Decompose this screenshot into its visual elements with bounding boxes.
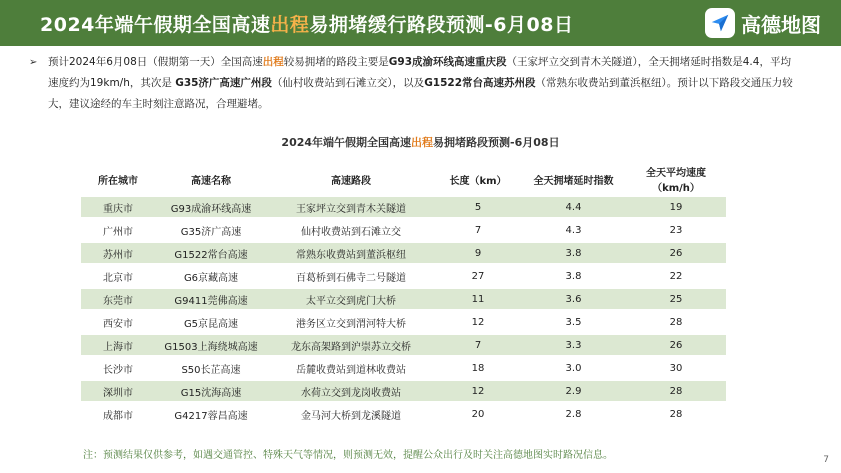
delay-index-cell: 4.3 — [521, 220, 626, 240]
segment-cell: 百葛桥到石佛寺二号隧道 — [267, 266, 435, 286]
amap-logo — [705, 6, 821, 40]
table-row — [81, 381, 726, 401]
intro-road-3: G1522常台高速苏州段 — [424, 77, 536, 89]
intro-text: （仙村收费站到石滩立交），以及 — [271, 77, 425, 89]
avg-speed-cell: 28 — [626, 404, 726, 424]
city-cell: 苏州市 — [81, 243, 155, 263]
delay-index-cell: 3.8 — [521, 243, 626, 263]
segment-cell: 龙东高架路到沪崇苏立交桥 — [267, 335, 435, 355]
table-row — [81, 197, 726, 217]
delay-index-cell: 3.3 — [521, 335, 626, 355]
avg-speed-cell: 22 — [626, 266, 726, 286]
segment-cell: 王家坪立交到青木关隧道 — [267, 197, 435, 217]
column-header: 高速路段 — [331, 175, 371, 187]
segment-cell: 金马河大桥到龙溪隧道 — [267, 404, 435, 424]
avg-speed-cell: 28 — [626, 381, 726, 401]
city-cell: 深圳市 — [81, 381, 155, 401]
city-cell: 北京市 — [81, 266, 155, 286]
avg-speed-cell: 25 — [626, 289, 726, 309]
delay-index-cell: 3.5 — [521, 312, 626, 332]
intro-road-1: G93成渝环线高速重庆段 — [388, 56, 507, 68]
column-header: 高速名称 — [191, 175, 231, 187]
length-cell: 12 — [435, 312, 521, 332]
delay-index-cell: 4.4 — [521, 197, 626, 217]
table-title-highlight: 出程 — [411, 136, 434, 149]
highway-cell: G4217蓉昌高速 — [155, 404, 267, 424]
highway-cell: S50长芷高速 — [155, 358, 267, 378]
segment-cell: 仙村收费站到石滩立交 — [267, 220, 435, 240]
table-title — [0, 134, 841, 150]
length-cell: 7 — [435, 220, 521, 240]
page-number: 7 — [823, 455, 829, 465]
length-cell: 11 — [435, 289, 521, 309]
column-header: 所在城市 — [98, 175, 138, 187]
highway-cell: G1522常台高速 — [155, 243, 267, 263]
city-cell: 成都市 — [81, 404, 155, 424]
table-row — [81, 266, 726, 286]
column-header: 全天平均速度（km/h） — [646, 168, 706, 194]
table-title-text-end: 易拥堵路段预测-6月08日 — [433, 136, 560, 149]
intro-text: 预计2024年6月08日（假期第一天）全国高速 — [48, 56, 263, 68]
title-highlight: 出程 — [270, 13, 310, 36]
title-text: 2024年端午假期全国高速 — [40, 13, 271, 36]
table-row — [81, 312, 726, 332]
footnote: 注：预测结果仅供参考，如遇交通管控、特殊天气等情况，则预测无效，提醒公众出行及时关注高德地图实时路况信息。 — [83, 450, 613, 461]
highway-cell: G35济广高速 — [155, 220, 267, 240]
length-cell: 9 — [435, 243, 521, 263]
highway-cell: G5京昆高速 — [155, 312, 267, 332]
intro-text: 较易拥堵的路段主要是 — [283, 56, 389, 68]
avg-speed-cell: 19 — [626, 197, 726, 217]
avg-speed-cell: 26 — [626, 243, 726, 263]
avg-speed-cell: 26 — [626, 335, 726, 355]
arrow-right-icon: ➢ — [29, 57, 38, 68]
delay-index-cell: 2.8 — [521, 404, 626, 424]
delay-index-cell: 3.0 — [521, 358, 626, 378]
avg-speed-cell: 28 — [626, 312, 726, 332]
table-row — [81, 404, 726, 424]
city-cell: 西安市 — [81, 312, 155, 332]
highway-cell: G9411莞佛高速 — [155, 289, 267, 309]
city-cell: 长沙市 — [81, 358, 155, 378]
length-cell: 7 — [435, 335, 521, 355]
intro-paragraph — [29, 52, 798, 115]
highway-cell: G93成渝环线高速 — [155, 197, 267, 217]
table-title-text: 2024年端午假期全国高速 — [281, 136, 412, 149]
city-cell: 上海市 — [81, 335, 155, 355]
city-cell: 广州市 — [81, 220, 155, 240]
congestion-table — [81, 161, 726, 427]
table-header-row — [81, 164, 726, 194]
length-cell: 12 — [435, 381, 521, 401]
table-row — [81, 220, 726, 240]
city-cell: 重庆市 — [81, 197, 155, 217]
table-row — [81, 243, 726, 263]
column-header: 全天拥堵延时指数 — [533, 175, 614, 187]
delay-index-cell: 3.8 — [521, 266, 626, 286]
intro-text: （常熟东收费站到董浜枢纽）。预计以下路段交通压力较大，建议途经的车主时刻注意路况，合理避堵。 — [48, 77, 793, 110]
segment-cell: 常熟东收费站到董浜枢纽 — [267, 243, 435, 263]
city-cell: 东莞市 — [81, 289, 155, 309]
intro-text: （王家坪立交到青木关隧道），全天拥堵延时指数是4.4，平均速度约为19km/h，其次是 — [48, 56, 791, 89]
highway-cell: G1503上海绕城高速 — [155, 335, 267, 355]
segment-cell: 太平立交到虎门大桥 — [267, 289, 435, 309]
title-text-end: 易拥堵缓行路段预测-6月08日 — [309, 13, 574, 36]
delay-index-cell: 3.6 — [521, 289, 626, 309]
length-cell: 20 — [435, 404, 521, 424]
navigation-arrow-icon — [705, 8, 735, 38]
table-row — [81, 335, 726, 355]
intro-road-2: G35济广高速广州段 — [175, 77, 272, 89]
avg-speed-cell: 30 — [626, 358, 726, 378]
highway-cell: G15沈海高速 — [155, 381, 267, 401]
segment-cell: 岳麓收费站到道林收费站 — [267, 358, 435, 378]
length-cell: 27 — [435, 266, 521, 286]
length-cell: 18 — [435, 358, 521, 378]
delay-index-cell: 2.9 — [521, 381, 626, 401]
highway-cell: G6京藏高速 — [155, 266, 267, 286]
segment-cell: 港务区立交到渭河特大桥 — [267, 312, 435, 332]
table-row — [81, 289, 726, 309]
length-cell: 5 — [435, 197, 521, 217]
avg-speed-cell: 23 — [626, 220, 726, 240]
segment-cell: 水荷立交到龙岗收费站 — [267, 381, 435, 401]
page-title — [40, 10, 573, 37]
table-row — [81, 358, 726, 378]
logo-text: 高德地图 — [741, 12, 821, 37]
column-header: 长度（km） — [449, 175, 507, 187]
header-bar — [0, 0, 841, 46]
intro-highlight: 出程 — [262, 56, 284, 68]
